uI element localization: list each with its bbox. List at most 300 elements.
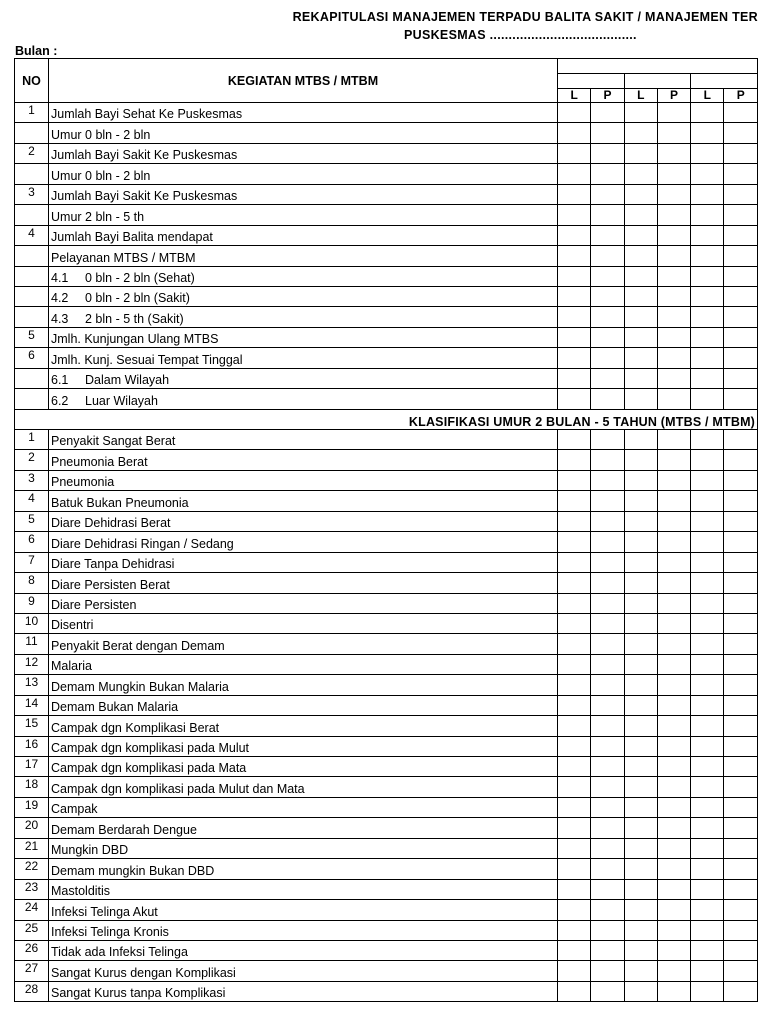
cell-l[interactable] bbox=[624, 757, 657, 777]
cell-l[interactable] bbox=[558, 879, 591, 899]
row-activity-label: Sangat Kurus dengan Komplikasi bbox=[51, 965, 236, 980]
cell-p[interactable] bbox=[724, 266, 758, 286]
row-activity bbox=[49, 246, 558, 266]
cell-l[interactable] bbox=[691, 205, 724, 225]
cell-p[interactable] bbox=[724, 123, 758, 143]
cell-l[interactable] bbox=[558, 348, 591, 368]
cell-p[interactable] bbox=[724, 654, 758, 674]
cell-p[interactable] bbox=[724, 940, 758, 960]
cell-p[interactable] bbox=[657, 797, 690, 817]
cell-p[interactable] bbox=[657, 675, 690, 695]
cell-p[interactable] bbox=[724, 389, 758, 409]
cell-l[interactable] bbox=[558, 695, 591, 715]
cell-p[interactable] bbox=[724, 961, 758, 981]
cell-p[interactable] bbox=[657, 286, 690, 306]
cell-l[interactable] bbox=[624, 184, 657, 204]
cell-l[interactable] bbox=[624, 920, 657, 940]
cell-l[interactable] bbox=[691, 777, 724, 797]
cell-p[interactable] bbox=[591, 961, 624, 981]
row-activity-label: Campak dgn komplikasi pada Mata bbox=[51, 761, 247, 776]
cell-p[interactable] bbox=[657, 777, 690, 797]
cell-l[interactable] bbox=[624, 695, 657, 715]
cell-l[interactable] bbox=[624, 164, 657, 184]
cell-l[interactable] bbox=[691, 552, 724, 572]
cell-l[interactable] bbox=[624, 103, 657, 123]
cell-l[interactable] bbox=[558, 246, 591, 266]
cell-p[interactable] bbox=[724, 900, 758, 920]
cell-p[interactable] bbox=[657, 879, 690, 899]
cell-l[interactable] bbox=[624, 430, 657, 450]
cell-p[interactable] bbox=[724, 859, 758, 879]
cell-l[interactable] bbox=[691, 613, 724, 633]
row-activity-label: Jumlah Bayi Sehat Ke Puskesmas bbox=[51, 107, 243, 122]
cell-l[interactable] bbox=[691, 981, 724, 1001]
cell-p[interactable] bbox=[591, 246, 624, 266]
cell-p[interactable] bbox=[657, 266, 690, 286]
cell-l[interactable] bbox=[624, 143, 657, 163]
cell-l[interactable] bbox=[691, 900, 724, 920]
cell-l[interactable] bbox=[558, 613, 591, 633]
cell-p[interactable] bbox=[591, 389, 624, 409]
cell-p[interactable] bbox=[724, 920, 758, 940]
cell-l[interactable] bbox=[691, 573, 724, 593]
cell-p[interactable] bbox=[657, 961, 690, 981]
cell-l[interactable] bbox=[624, 777, 657, 797]
cell-l[interactable] bbox=[558, 981, 591, 1001]
row-number bbox=[15, 368, 49, 388]
row-activity-label: Jumlah Bayi Balita mendapat bbox=[51, 230, 213, 245]
cell-l[interactable] bbox=[624, 838, 657, 858]
cell-p[interactable] bbox=[591, 450, 624, 470]
cell-l[interactable] bbox=[558, 940, 591, 960]
cell-l[interactable] bbox=[624, 389, 657, 409]
cell-p[interactable] bbox=[591, 573, 624, 593]
table-row bbox=[15, 327, 758, 347]
cell-l[interactable] bbox=[691, 184, 724, 204]
cell-l[interactable] bbox=[558, 491, 591, 511]
cell-l[interactable] bbox=[558, 143, 591, 163]
cell-l[interactable] bbox=[691, 470, 724, 490]
cell-l[interactable] bbox=[624, 654, 657, 674]
cell-l[interactable] bbox=[558, 716, 591, 736]
cell-p[interactable] bbox=[657, 573, 690, 593]
cell-l[interactable] bbox=[691, 797, 724, 817]
cell-l[interactable] bbox=[624, 593, 657, 613]
row-activity-label: Diare Persisten bbox=[51, 597, 137, 612]
cell-l[interactable] bbox=[691, 716, 724, 736]
cell-l[interactable] bbox=[558, 205, 591, 225]
cell-p[interactable] bbox=[657, 143, 690, 163]
cell-l[interactable] bbox=[624, 818, 657, 838]
cell-l[interactable] bbox=[558, 327, 591, 347]
cell-l[interactable] bbox=[558, 266, 591, 286]
table-row bbox=[15, 430, 758, 450]
cell-p[interactable] bbox=[724, 818, 758, 838]
cell-p[interactable] bbox=[591, 286, 624, 306]
cell-l[interactable] bbox=[691, 103, 724, 123]
cell-l[interactable] bbox=[558, 307, 591, 327]
cell-p[interactable] bbox=[591, 634, 624, 654]
cell-l[interactable] bbox=[558, 634, 591, 654]
row-activity-label: Umur 0 bln - 2 bln bbox=[51, 168, 151, 183]
cell-l[interactable] bbox=[691, 164, 724, 184]
row-activity-label: Pneumonia bbox=[51, 475, 115, 490]
cell-l[interactable] bbox=[624, 266, 657, 286]
cell-l[interactable] bbox=[691, 634, 724, 654]
table-row bbox=[15, 900, 758, 920]
row-number: 7 bbox=[15, 552, 49, 572]
cell-p[interactable] bbox=[724, 327, 758, 347]
row-activity-label: Demam Bukan Malaria bbox=[51, 700, 179, 715]
cell-l[interactable] bbox=[691, 389, 724, 409]
cell-l[interactable] bbox=[691, 143, 724, 163]
cell-p[interactable] bbox=[724, 573, 758, 593]
cell-p[interactable] bbox=[724, 552, 758, 572]
cell-p[interactable] bbox=[657, 225, 690, 245]
cell-p[interactable] bbox=[657, 736, 690, 756]
cell-p[interactable] bbox=[591, 613, 624, 633]
row-activity-label: Diare Dehidrasi Berat bbox=[51, 516, 171, 531]
cell-p[interactable] bbox=[724, 511, 758, 531]
cell-p[interactable] bbox=[591, 675, 624, 695]
cell-p[interactable] bbox=[724, 164, 758, 184]
cell-l[interactable] bbox=[691, 654, 724, 674]
cell-l[interactable] bbox=[691, 266, 724, 286]
cell-p[interactable] bbox=[657, 593, 690, 613]
cell-p[interactable] bbox=[657, 389, 690, 409]
row-number: 21 bbox=[15, 838, 49, 858]
cell-p[interactable] bbox=[591, 327, 624, 347]
cell-p[interactable] bbox=[724, 103, 758, 123]
cell-p[interactable] bbox=[724, 838, 758, 858]
row-number: 4 bbox=[15, 225, 49, 245]
cell-l[interactable] bbox=[558, 818, 591, 838]
cell-p[interactable] bbox=[591, 859, 624, 879]
row-activity-label: Luar Wilayah bbox=[85, 393, 158, 408]
cell-l[interactable] bbox=[691, 757, 724, 777]
cell-p[interactable] bbox=[724, 634, 758, 654]
cell-p[interactable] bbox=[591, 164, 624, 184]
cell-l[interactable] bbox=[691, 430, 724, 450]
table-row bbox=[15, 920, 758, 940]
cell-l[interactable] bbox=[558, 777, 591, 797]
cell-p[interactable] bbox=[657, 613, 690, 633]
cell-l[interactable] bbox=[558, 757, 591, 777]
cell-p[interactable] bbox=[657, 981, 690, 1001]
cell-l[interactable] bbox=[691, 491, 724, 511]
cell-p[interactable] bbox=[591, 552, 624, 572]
cell-p[interactable] bbox=[591, 757, 624, 777]
cell-l[interactable] bbox=[624, 205, 657, 225]
row-number bbox=[15, 307, 49, 327]
cell-p[interactable] bbox=[657, 716, 690, 736]
cell-l[interactable] bbox=[624, 348, 657, 368]
cell-p[interactable] bbox=[724, 470, 758, 490]
row-number: 17 bbox=[15, 757, 49, 777]
cell-l[interactable] bbox=[691, 940, 724, 960]
cell-l[interactable] bbox=[691, 246, 724, 266]
cell-l[interactable] bbox=[624, 286, 657, 306]
cell-l[interactable] bbox=[558, 654, 591, 674]
cell-p[interactable] bbox=[724, 348, 758, 368]
cell-p[interactable] bbox=[724, 430, 758, 450]
row-activity bbox=[49, 961, 558, 981]
cell-l[interactable] bbox=[691, 920, 724, 940]
cell-l[interactable] bbox=[624, 123, 657, 143]
cell-l[interactable] bbox=[691, 818, 724, 838]
cell-l[interactable] bbox=[624, 246, 657, 266]
cell-p[interactable] bbox=[591, 225, 624, 245]
cell-l[interactable] bbox=[558, 859, 591, 879]
cell-l[interactable] bbox=[691, 859, 724, 879]
cell-p[interactable] bbox=[657, 327, 690, 347]
cell-p[interactable] bbox=[657, 511, 690, 531]
cell-l[interactable] bbox=[558, 593, 591, 613]
cell-p[interactable] bbox=[591, 491, 624, 511]
cell-l[interactable] bbox=[691, 307, 724, 327]
cell-l[interactable] bbox=[624, 613, 657, 633]
table-row bbox=[15, 123, 758, 143]
table-row bbox=[15, 613, 758, 633]
cell-l[interactable] bbox=[624, 450, 657, 470]
cell-p[interactable] bbox=[657, 757, 690, 777]
cell-p[interactable] bbox=[591, 716, 624, 736]
cell-p[interactable] bbox=[657, 920, 690, 940]
cell-p[interactable] bbox=[724, 184, 758, 204]
cell-p[interactable] bbox=[591, 532, 624, 552]
cell-l[interactable] bbox=[691, 532, 724, 552]
cell-p[interactable] bbox=[724, 675, 758, 695]
cell-l[interactable] bbox=[558, 286, 591, 306]
cell-p[interactable] bbox=[657, 818, 690, 838]
cell-l[interactable] bbox=[624, 961, 657, 981]
cell-l[interactable] bbox=[691, 675, 724, 695]
cell-l[interactable] bbox=[624, 900, 657, 920]
cell-l[interactable] bbox=[691, 961, 724, 981]
cell-p[interactable] bbox=[724, 286, 758, 306]
cell-l[interactable] bbox=[558, 900, 591, 920]
cell-l[interactable] bbox=[624, 675, 657, 695]
row-subnumber: 4.2 bbox=[51, 291, 69, 306]
cell-p[interactable] bbox=[591, 103, 624, 123]
cell-p[interactable] bbox=[657, 695, 690, 715]
cell-p[interactable] bbox=[591, 348, 624, 368]
cell-l[interactable] bbox=[624, 511, 657, 531]
row-activity-label: Batuk Bukan Pneumonia bbox=[51, 495, 189, 510]
cell-p[interactable] bbox=[724, 368, 758, 388]
cell-l[interactable] bbox=[558, 552, 591, 572]
row-number: 6 bbox=[15, 532, 49, 552]
cell-p[interactable] bbox=[724, 143, 758, 163]
row-activity bbox=[49, 184, 558, 204]
cell-p[interactable] bbox=[724, 879, 758, 899]
cell-p[interactable] bbox=[724, 797, 758, 817]
cell-l[interactable] bbox=[624, 470, 657, 490]
cell-l[interactable] bbox=[691, 348, 724, 368]
cell-p[interactable] bbox=[724, 593, 758, 613]
cell-p[interactable] bbox=[657, 348, 690, 368]
cell-l[interactable] bbox=[558, 368, 591, 388]
cell-p[interactable] bbox=[591, 736, 624, 756]
cell-p[interactable] bbox=[657, 368, 690, 388]
cell-p[interactable] bbox=[724, 225, 758, 245]
cell-p[interactable] bbox=[591, 879, 624, 899]
cell-p[interactable] bbox=[657, 430, 690, 450]
cell-p[interactable] bbox=[591, 695, 624, 715]
cell-l[interactable] bbox=[691, 736, 724, 756]
cell-p[interactable] bbox=[657, 940, 690, 960]
cell-l[interactable] bbox=[691, 695, 724, 715]
row-activity bbox=[49, 450, 558, 470]
cell-l[interactable] bbox=[624, 552, 657, 572]
row-number: 1 bbox=[15, 103, 49, 123]
cell-p[interactable] bbox=[657, 205, 690, 225]
cell-l[interactable] bbox=[624, 716, 657, 736]
cell-l[interactable] bbox=[558, 797, 591, 817]
cell-p[interactable] bbox=[724, 777, 758, 797]
cell-p[interactable] bbox=[724, 450, 758, 470]
cell-p[interactable] bbox=[657, 123, 690, 143]
cell-p[interactable] bbox=[591, 981, 624, 1001]
cell-p[interactable] bbox=[591, 593, 624, 613]
cell-p[interactable] bbox=[724, 981, 758, 1001]
cell-l[interactable] bbox=[691, 593, 724, 613]
cell-l[interactable] bbox=[558, 961, 591, 981]
cell-l[interactable] bbox=[624, 307, 657, 327]
cell-p[interactable] bbox=[591, 777, 624, 797]
cell-l[interactable] bbox=[558, 389, 591, 409]
cell-l[interactable] bbox=[691, 838, 724, 858]
cell-l[interactable] bbox=[558, 675, 591, 695]
cell-l[interactable] bbox=[558, 103, 591, 123]
table-row bbox=[15, 777, 758, 797]
cell-p[interactable] bbox=[591, 123, 624, 143]
cell-l[interactable] bbox=[691, 286, 724, 306]
cell-p[interactable] bbox=[591, 205, 624, 225]
cell-p[interactable] bbox=[657, 307, 690, 327]
cell-p[interactable] bbox=[657, 838, 690, 858]
cell-l[interactable] bbox=[624, 327, 657, 347]
cell-l[interactable] bbox=[558, 532, 591, 552]
cell-p[interactable] bbox=[724, 695, 758, 715]
row-number: 16 bbox=[15, 736, 49, 756]
cell-p[interactable] bbox=[591, 818, 624, 838]
cell-p[interactable] bbox=[591, 920, 624, 940]
cell-p[interactable] bbox=[657, 246, 690, 266]
cell-p[interactable] bbox=[657, 470, 690, 490]
cell-p[interactable] bbox=[657, 491, 690, 511]
cell-l[interactable] bbox=[624, 981, 657, 1001]
cell-p[interactable] bbox=[591, 430, 624, 450]
cell-p[interactable] bbox=[591, 797, 624, 817]
cell-p[interactable] bbox=[657, 634, 690, 654]
cell-l[interactable] bbox=[624, 797, 657, 817]
cell-p[interactable] bbox=[591, 143, 624, 163]
row-activity bbox=[49, 879, 558, 899]
cell-p[interactable] bbox=[724, 736, 758, 756]
cell-p[interactable] bbox=[657, 532, 690, 552]
cell-p[interactable] bbox=[591, 470, 624, 490]
cell-l[interactable] bbox=[624, 859, 657, 879]
cell-l[interactable] bbox=[558, 164, 591, 184]
row-activity-label: Demam Berdarah Dengue bbox=[51, 822, 197, 837]
cell-p[interactable] bbox=[657, 450, 690, 470]
cell-p[interactable] bbox=[657, 552, 690, 572]
row-activity-label: Dalam Wilayah bbox=[85, 373, 170, 388]
cell-p[interactable] bbox=[657, 900, 690, 920]
cell-l[interactable] bbox=[558, 430, 591, 450]
cell-l[interactable] bbox=[691, 511, 724, 531]
row-activity bbox=[49, 736, 558, 756]
cell-p[interactable] bbox=[657, 654, 690, 674]
cell-p[interactable] bbox=[591, 511, 624, 531]
row-number: 8 bbox=[15, 573, 49, 593]
cell-p[interactable] bbox=[724, 491, 758, 511]
cell-p[interactable] bbox=[657, 859, 690, 879]
cell-p[interactable] bbox=[657, 103, 690, 123]
cell-p[interactable] bbox=[591, 184, 624, 204]
cell-p[interactable] bbox=[657, 184, 690, 204]
cell-l[interactable] bbox=[691, 327, 724, 347]
cell-p[interactable] bbox=[591, 368, 624, 388]
cell-l[interactable] bbox=[558, 920, 591, 940]
cell-p[interactable] bbox=[591, 654, 624, 674]
row-subnumber: 4.3 bbox=[51, 311, 69, 326]
cell-p[interactable] bbox=[591, 900, 624, 920]
cell-p[interactable] bbox=[724, 757, 758, 777]
cell-l[interactable] bbox=[558, 573, 591, 593]
cell-l[interactable] bbox=[624, 940, 657, 960]
cell-l[interactable] bbox=[558, 511, 591, 531]
cell-l[interactable] bbox=[558, 450, 591, 470]
cell-p[interactable] bbox=[724, 205, 758, 225]
table-row bbox=[15, 143, 758, 163]
cell-l[interactable] bbox=[624, 736, 657, 756]
cell-l[interactable] bbox=[624, 573, 657, 593]
cell-p[interactable] bbox=[591, 307, 624, 327]
cell-l[interactable] bbox=[691, 225, 724, 245]
row-number: 5 bbox=[15, 511, 49, 531]
cell-l[interactable] bbox=[624, 634, 657, 654]
cell-l[interactable] bbox=[691, 450, 724, 470]
cell-p[interactable] bbox=[724, 613, 758, 633]
cell-l[interactable] bbox=[624, 225, 657, 245]
cell-l[interactable] bbox=[624, 879, 657, 899]
cell-p[interactable] bbox=[724, 532, 758, 552]
cell-l[interactable] bbox=[691, 368, 724, 388]
cell-l[interactable] bbox=[558, 184, 591, 204]
cell-l[interactable] bbox=[691, 879, 724, 899]
cell-l[interactable] bbox=[558, 123, 591, 143]
cell-l[interactable] bbox=[558, 470, 591, 490]
cell-p[interactable] bbox=[591, 940, 624, 960]
cell-l[interactable] bbox=[558, 838, 591, 858]
cell-l[interactable] bbox=[558, 225, 591, 245]
cell-p[interactable] bbox=[724, 716, 758, 736]
cell-l[interactable] bbox=[624, 491, 657, 511]
cell-p[interactable] bbox=[591, 266, 624, 286]
table-row bbox=[15, 368, 758, 388]
cell-l[interactable] bbox=[558, 736, 591, 756]
cell-l[interactable] bbox=[624, 532, 657, 552]
cell-p[interactable] bbox=[724, 246, 758, 266]
cell-p[interactable] bbox=[591, 838, 624, 858]
cell-p[interactable] bbox=[657, 164, 690, 184]
row-activity-label: 0 bln - 2 bln (Sehat) bbox=[85, 270, 195, 285]
cell-l[interactable] bbox=[624, 368, 657, 388]
cell-p[interactable] bbox=[724, 307, 758, 327]
cell-l[interactable] bbox=[691, 123, 724, 143]
